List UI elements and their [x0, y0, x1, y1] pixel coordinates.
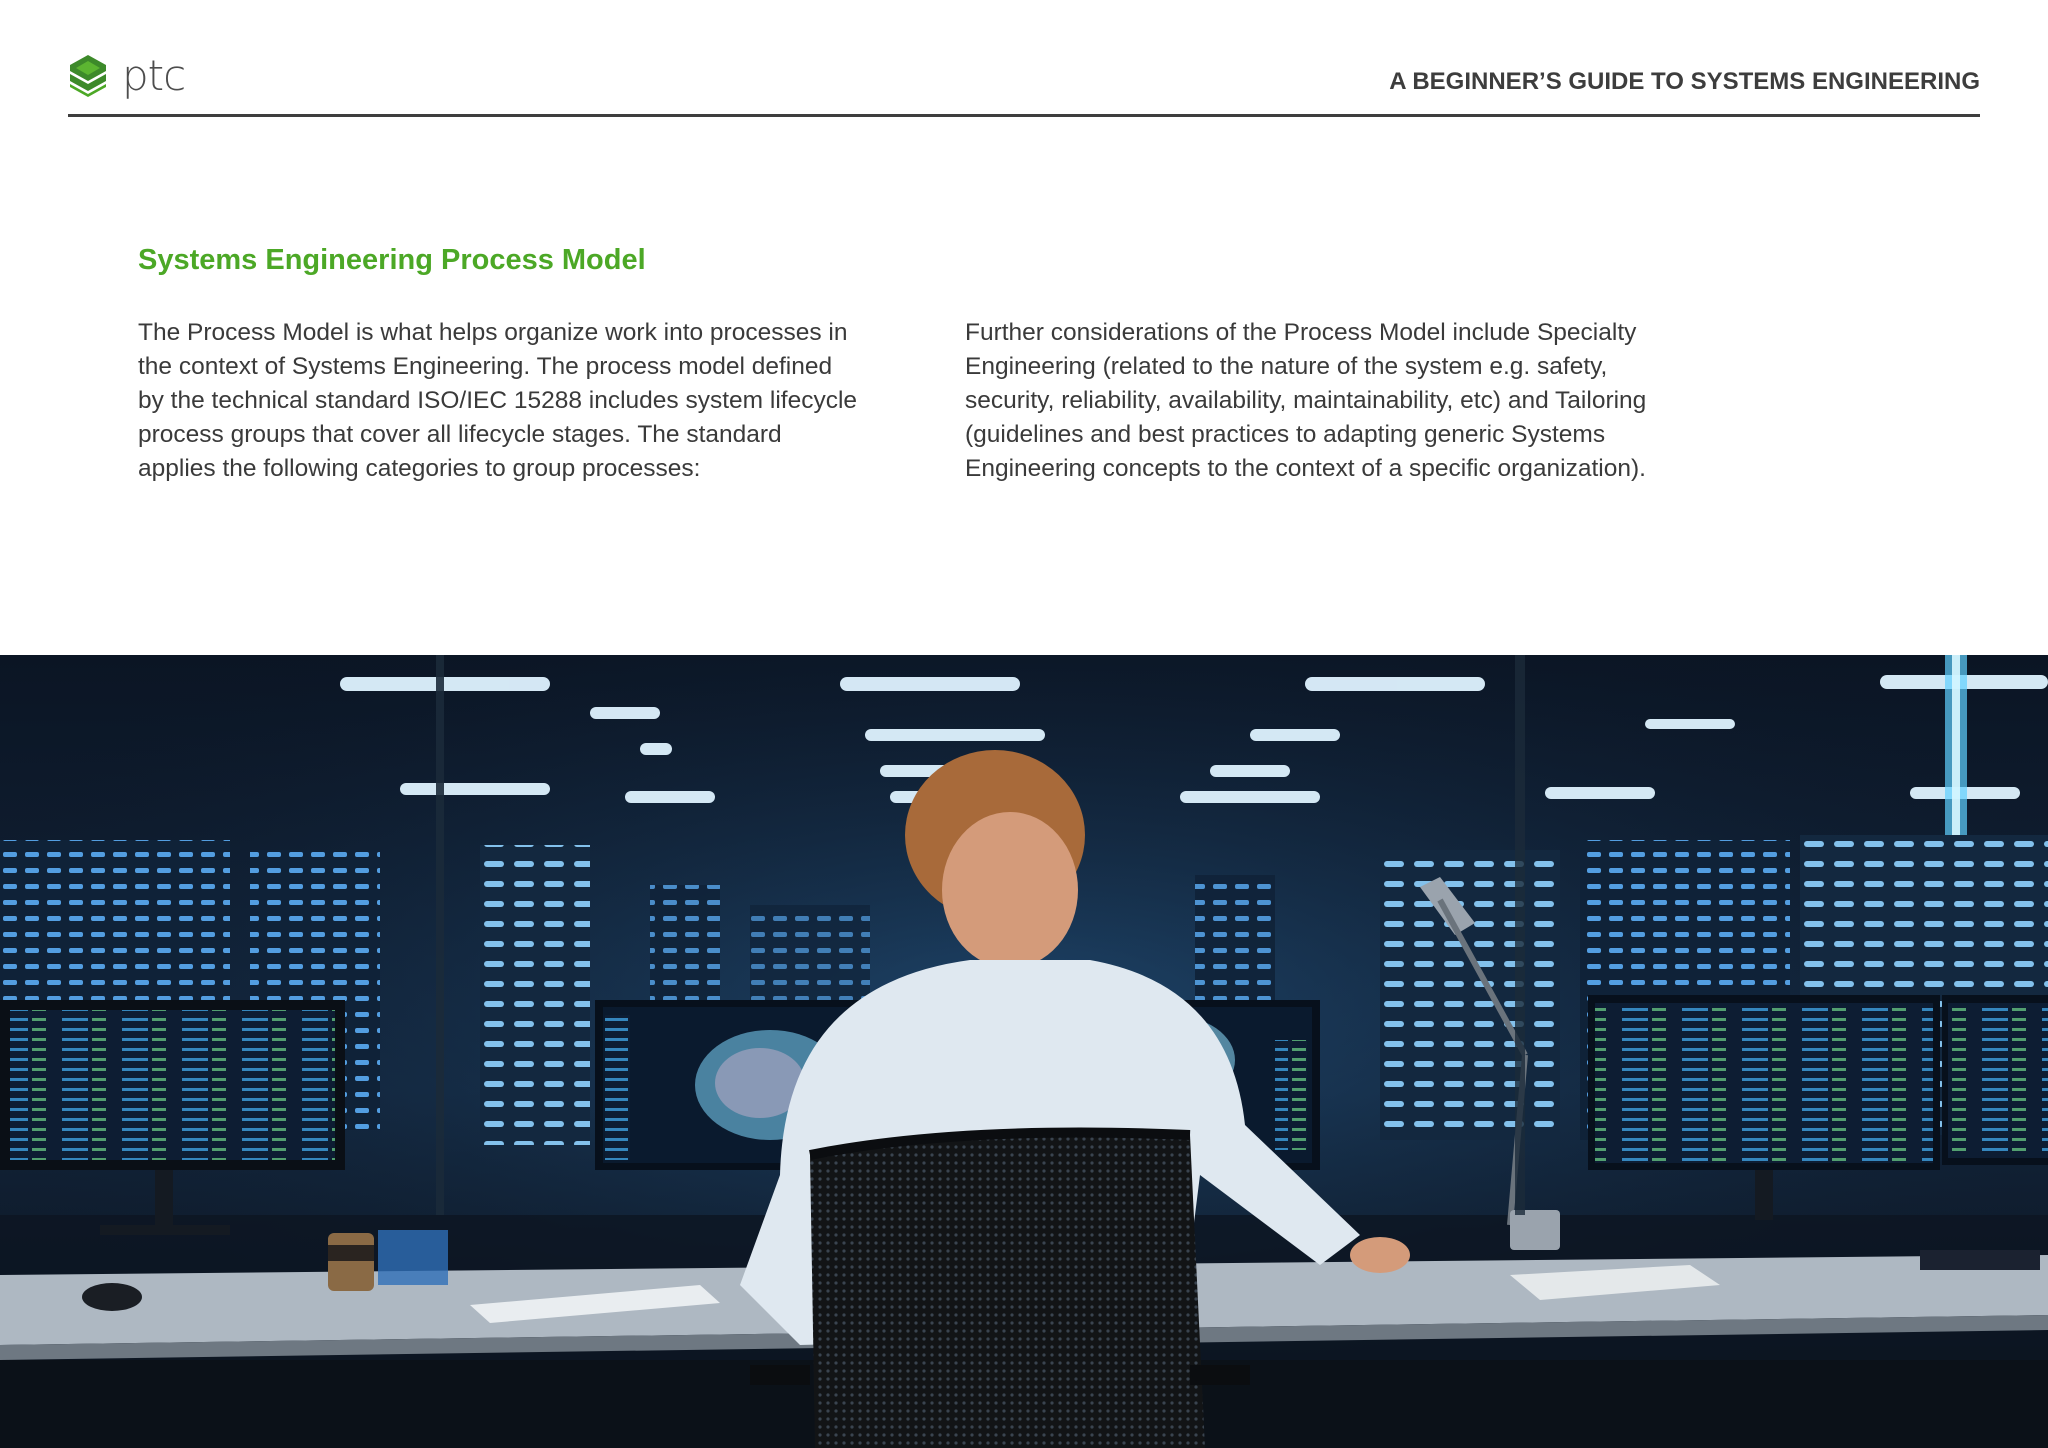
text-line: security, reliability, availability, maintainability, etc) and Tailoring [965, 387, 1647, 414]
ptc-logo[interactable] [68, 53, 185, 99]
header-divider [68, 114, 1980, 117]
text-line: the context of Systems Engineering. The process model defined [138, 353, 833, 380]
text-line: (guidelines and best practices to adapting generic Systems [965, 421, 1606, 448]
text-line: Further considerations of the Process Model include Specialty [965, 319, 1637, 346]
text-line: The Process Model is what helps organize work into processes in [138, 319, 848, 346]
text-line: applies the following categories to group processes: [138, 455, 701, 482]
text-line: Engineering concepts to the context of a specific organization). [965, 455, 1646, 482]
engineer-at-workstation-illustration [0, 655, 2048, 1448]
section-title: Systems Engineering Process Model [138, 244, 646, 276]
text-line: Engineering (related to the nature of the system e.g. safety, [965, 353, 1608, 380]
text-line: process groups that cover all lifecycle stages. The standard [138, 421, 782, 448]
text-line: by the technical standard ISO/IEC 15288 includes system lifecycle [138, 387, 858, 414]
page-header [68, 50, 1980, 117]
paragraph-right [965, 316, 1725, 486]
data-center-photo [0, 655, 2048, 1448]
paragraph-left [138, 316, 898, 486]
ptc-logo-icon [68, 54, 108, 98]
document-title: A BEGINNER’S GUIDE TO SYSTEMS ENGINEERING [1389, 68, 1980, 95]
logo-wordmark: ptc [122, 51, 186, 100]
